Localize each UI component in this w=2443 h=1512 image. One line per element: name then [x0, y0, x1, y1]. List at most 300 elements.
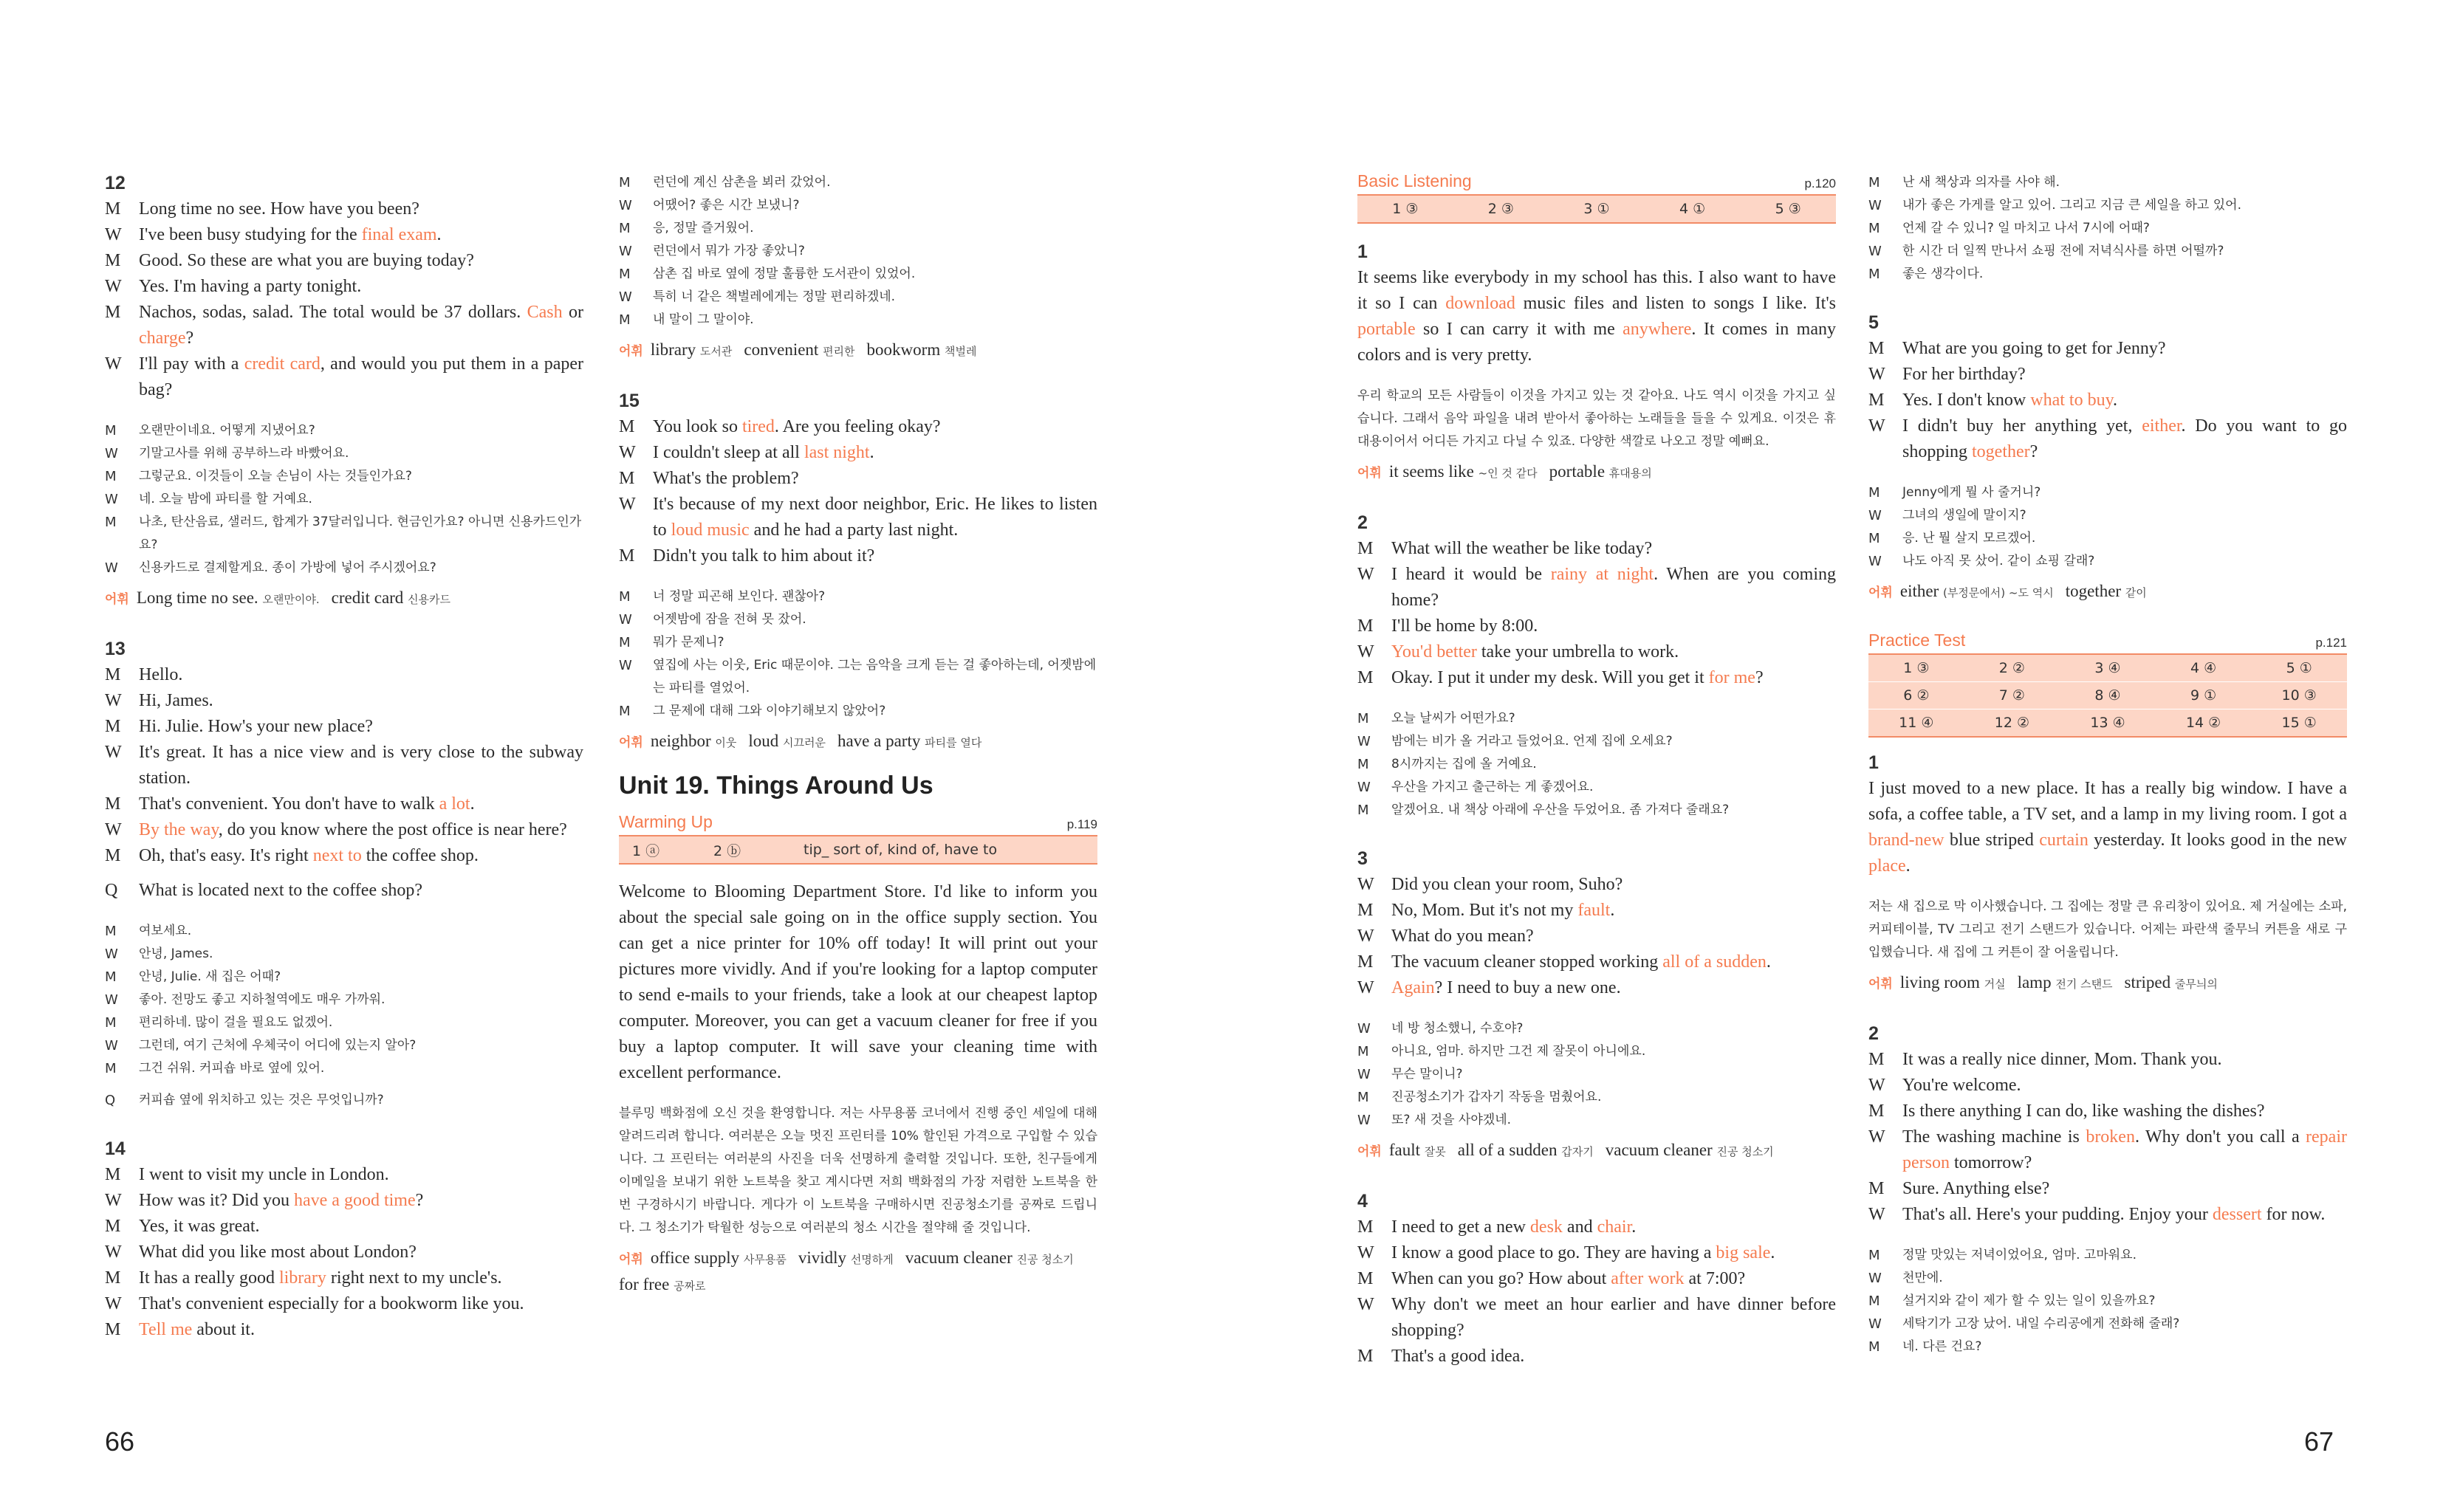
- speaker: Q: [105, 1093, 116, 1108]
- text-run: ?: [185, 329, 194, 348]
- passage-translation: 저는 새 집으로 막 이사했습니다. 그 집에는 정말 큰 유리창이 있어요. 제 거실에는 소파, 커피테이블, TV 그리고 전기 스탠드가 있습니다. 어제는 파란색 줄무늬 커튼을 새로 구입했습니다. 새 집에 그 커튼이 잘 어울립니다.: [1868, 899, 2347, 960]
- text-run: Is there anything I can do, like washing the dishes?: [1902, 1102, 2265, 1121]
- text-run: What's the problem?: [653, 469, 799, 488]
- speaker: W: [619, 443, 636, 462]
- spacer: [1357, 486, 1836, 511]
- spacer: [1868, 465, 2347, 481]
- vocab-term: vividly: [798, 1248, 847, 1267]
- vocab-meaning: 오랜만이야.: [262, 593, 320, 606]
- speaker: M: [1868, 1050, 1885, 1069]
- text-run: at 7:00?: [1684, 1269, 1746, 1288]
- text-run: and: [1562, 1217, 1597, 1237]
- utterance: [139, 248, 583, 274]
- text-run: so I can carry it with me: [1415, 320, 1623, 339]
- item-number: 1: [1868, 752, 1879, 773]
- text-run: That's convenient especially for a bookworm like you.: [139, 1294, 524, 1313]
- text-run: The vacuum cleaner stopped working: [1391, 952, 1663, 972]
- vocab-line: [105, 585, 583, 612]
- translation-line: [1868, 194, 2347, 217]
- utterance: [1391, 1214, 1836, 1240]
- vocab-meaning: 이웃: [715, 736, 737, 749]
- speaker: M: [1357, 539, 1374, 558]
- vocab-term: living room: [1899, 973, 1980, 992]
- text-run: .: [869, 443, 874, 462]
- spacer: [1868, 286, 2347, 311]
- spacer: [1868, 1228, 2347, 1244]
- speaker: W: [1357, 978, 1374, 997]
- translation-text: 너 정말 피곤해 보인다. 괜찮아?: [653, 589, 826, 604]
- dialogue-line: [1357, 536, 1836, 562]
- translation-line: [619, 240, 1097, 263]
- vocab-label: 어휘: [1357, 1144, 1382, 1159]
- utterance: [1391, 614, 1836, 639]
- text-run: You're welcome.: [1902, 1076, 2021, 1095]
- dialogue-line: [105, 300, 583, 351]
- translation-line: [1357, 799, 1836, 822]
- highlighted-phrase: library: [278, 1268, 326, 1288]
- translation-text: 아니요, 엄마. 하지만 그건 제 잘못이 아니에요.: [1391, 1044, 1646, 1059]
- answer-cell: 1 ③: [1392, 201, 1419, 217]
- text-run: blue striped: [1944, 831, 2040, 850]
- speaker: M: [619, 221, 631, 236]
- item-number: 12: [105, 173, 126, 193]
- utterance: [1902, 388, 2347, 413]
- text-run: .: [470, 794, 475, 814]
- translation-text: 런던에 계신 삼촌을 뵈러 갔었어.: [653, 175, 831, 190]
- translation-text: 또? 새 것을 사야겠네.: [1391, 1113, 1512, 1127]
- spacer: [1868, 605, 2347, 630]
- utterance: [139, 843, 583, 869]
- vocab-term: it seems like: [1388, 462, 1474, 481]
- translation-text: 어젯밤에 잠을 전혀 못 잤어.: [653, 612, 806, 627]
- text-run: Sure. Anything else?: [1902, 1179, 2050, 1198]
- spacer: [619, 364, 1097, 389]
- translation-line: [105, 465, 583, 488]
- highlighted-phrase: repair person: [1902, 1127, 2347, 1172]
- answer-row: [619, 836, 1097, 863]
- dialogue-lines: [1868, 1047, 2347, 1228]
- text-run: .: [1766, 952, 1771, 972]
- dialogue-line: [1357, 614, 1836, 639]
- utterance: [139, 1214, 583, 1240]
- dialogue-line: [1868, 413, 2347, 465]
- translation-text: 난 새 책상과 의자를 사야 해.: [1902, 175, 2060, 190]
- translation-text: 그건 쉬워. 커피숍 바로 옆에 있어.: [139, 1061, 325, 1076]
- highlighted-phrase: either: [2142, 416, 2182, 436]
- text-run: Nachos, sodas, salad. The total would be 37 dollars.: [139, 303, 527, 322]
- dialogue-line: [1357, 949, 1836, 975]
- answer-row: [1868, 709, 2347, 736]
- answer-cell: 9 ①: [2190, 687, 2217, 704]
- vocab-label: 어휘: [1357, 466, 1382, 481]
- speaker: M: [1868, 1339, 1880, 1355]
- speaker: W: [1357, 875, 1374, 894]
- translation-line: [105, 557, 583, 580]
- translation-text: 어땠어? 좋은 시간 보냈니?: [653, 198, 800, 213]
- dialogue-line: [1357, 1292, 1836, 1344]
- highlighted-phrase: after work: [1611, 1269, 1685, 1288]
- translation-text: 우산을 가지고 출근하는 게 좋겠어요.: [1391, 780, 1594, 794]
- dialogue-line: [105, 1162, 583, 1188]
- answer-cell: 3 ①: [1583, 201, 1610, 217]
- right-column-1: [1357, 171, 1836, 1370]
- speaker: M: [105, 924, 117, 939]
- answer-cell: 11 ④: [1899, 715, 1934, 731]
- speaker: M: [1868, 1102, 1885, 1121]
- translation-text: 언제 갈 수 있니? 일 마치고 나서 7시에 어때?: [1902, 221, 2150, 236]
- text-run: I didn't buy her anything yet,: [1902, 416, 2142, 436]
- speaker: W: [105, 1038, 118, 1054]
- translation-text: 옆집에 사는 이웃, Eric 때문이야. 그는 음악을 크게 듣는 걸 좋아하는데, 어젯밤에는 파티를 열었어.: [653, 658, 1097, 695]
- utterance: [1391, 536, 1836, 562]
- text-run: Long time no see. How have you been?: [139, 199, 419, 219]
- highlighted-phrase: brand-new: [1868, 831, 1945, 850]
- section-header: [1357, 171, 1836, 191]
- speaker: W: [105, 946, 118, 962]
- answer-cell: 2 ⓑ: [713, 842, 741, 859]
- text-run: , and would you put them in a paper bag?: [139, 354, 583, 399]
- speaker: M: [105, 423, 117, 439]
- spacer: [1357, 368, 1836, 385]
- vocab-term: loud: [748, 732, 779, 750]
- answer-cell: 2 ③: [1487, 201, 1514, 217]
- speaker: W: [105, 1191, 122, 1210]
- speaker: M: [1357, 1269, 1374, 1288]
- text-run: Hello.: [139, 665, 183, 684]
- speaker: W: [1868, 1127, 1885, 1147]
- translation-lines: [105, 419, 583, 580]
- speaker: M: [1868, 485, 1880, 501]
- utterance: [1902, 362, 2347, 388]
- speaker: M: [1357, 1347, 1374, 1366]
- speaker: M: [1868, 267, 1880, 282]
- answer-cell: 14 ②: [2185, 715, 2221, 731]
- speaker: W: [1357, 927, 1374, 946]
- vocab-line: [1868, 579, 2347, 605]
- translation-text: 특히 너 같은 책벌레에게는 정말 편리하겠네.: [653, 289, 896, 304]
- dialogue-line: [1357, 1344, 1836, 1370]
- speaker: M: [1357, 901, 1374, 920]
- translation-line: [619, 263, 1097, 286]
- speaker: Q: [105, 881, 118, 900]
- dialogue-line: [619, 492, 1097, 543]
- highlighted-phrase: tired: [741, 417, 775, 436]
- speaker: W: [619, 612, 632, 628]
- utterance: [1902, 336, 2347, 362]
- text-run: Hi, James.: [139, 691, 213, 710]
- utterance: [1391, 975, 1836, 1001]
- vocab-line: [1868, 970, 2347, 997]
- translation-text: 안녕, James.: [139, 946, 213, 961]
- utterance: [653, 492, 1097, 543]
- text-run: Yes, it was great.: [139, 1217, 260, 1236]
- translation-text: 그런데, 여기 근처에 우체국이 어디에 있는지 알아?: [139, 1038, 417, 1053]
- vocab-term: all of a sudden: [1457, 1141, 1558, 1159]
- answer-cell: 8 ④: [2094, 687, 2121, 704]
- speaker: W: [105, 743, 122, 762]
- translation-lines: [1868, 171, 2347, 286]
- utterance: [1391, 1292, 1836, 1344]
- dialogue-line: [1357, 1240, 1836, 1266]
- spacer: [619, 1086, 1097, 1102]
- dialogue-line: [105, 714, 583, 740]
- speaker: M: [619, 635, 631, 650]
- speaker: M: [1868, 1293, 1880, 1309]
- vocab-term: fault: [1388, 1141, 1421, 1159]
- text-run: ?: [1755, 668, 1764, 687]
- highlighted-phrase: broken: [2086, 1127, 2135, 1147]
- text-run: I went to visit my uncle in London.: [139, 1165, 389, 1184]
- translation-text: 세탁기가 고장 났어. 내일 수리공에게 전화해 줄래?: [1902, 1316, 2180, 1331]
- text-run: What will the weather be like today?: [1391, 539, 1653, 558]
- vocab-term: neighbor: [650, 732, 711, 750]
- translation-line: [105, 1011, 583, 1034]
- vocab-term: have a party: [837, 732, 921, 750]
- translation-line: [1868, 263, 2347, 286]
- speaker: M: [105, 717, 121, 736]
- utterance: [1391, 1344, 1836, 1370]
- dialogue-line: [1868, 1124, 2347, 1176]
- translation-lines: [105, 920, 583, 1080]
- text-run: It was a really nice dinner, Mom. Thank you.: [1902, 1050, 2222, 1069]
- answer-cell: 15 ①: [2281, 715, 2317, 731]
- translation-text: 신용카드로 결제할게요. 종이 가방에 넣어 주시겠어요?: [139, 560, 436, 575]
- text-run: take your umbrella to work.: [1476, 642, 1679, 662]
- speaker: W: [1868, 1271, 1882, 1286]
- translation-text: 네 방 청소했니, 수호야?: [1391, 1021, 1524, 1036]
- vocab-term: library: [650, 340, 696, 359]
- answer-cell: 3 ④: [2094, 660, 2121, 676]
- answer-row: [1357, 196, 1836, 222]
- text-run: It's great. It has a nice view and is very close to the subway station.: [139, 743, 583, 788]
- dialogue-line: [105, 351, 583, 403]
- text-run: I've been busy studying for the: [139, 225, 362, 244]
- dialogue-line: [105, 196, 583, 222]
- dialogue-line: [105, 274, 583, 300]
- utterance: [1902, 1202, 2347, 1228]
- spacer: [1357, 822, 1836, 847]
- speaker: M: [1357, 952, 1374, 972]
- translation-line: [105, 511, 583, 557]
- text-run: . It comes in many colors and is very pretty.: [1357, 320, 1837, 365]
- speaker: M: [105, 665, 121, 684]
- speaker: W: [1868, 1076, 1885, 1095]
- highlighted-phrase: Tell me: [139, 1320, 193, 1339]
- answer-cell: 4 ④: [2190, 660, 2217, 676]
- answer-key: [1868, 653, 2347, 738]
- text-run: Good. So these are what you are buying today?: [139, 251, 474, 270]
- speaker: W: [105, 225, 122, 244]
- dialogue-line: [105, 817, 583, 843]
- vocab-term: portable: [1549, 462, 1606, 481]
- highlighted-phrase: By the way: [139, 820, 219, 839]
- text-run: I just moved to a new place. It has a really big window. I have a sofa, a coffee table, a TV set, and a lamp in my living room. I got a: [1868, 779, 2347, 824]
- speaker: W: [619, 495, 636, 514]
- spacer: [105, 612, 583, 637]
- translation-text: 런던에서 뭐가 가장 좋았니?: [653, 244, 805, 258]
- answer-cell: 5 ①: [2286, 660, 2312, 676]
- unit-title: Unit 19. Things Around Us: [619, 772, 933, 800]
- text-run: I'll be home by 8:00.: [1391, 616, 1538, 636]
- speaker: W: [105, 820, 122, 839]
- vocab-meaning: (부정문에서) ~도 역시: [1942, 586, 2054, 599]
- speaker: W: [619, 198, 632, 213]
- vocab-meaning: 공짜로: [674, 1279, 706, 1293]
- speaker: W: [1357, 734, 1371, 749]
- text-run: and he had a party last night.: [749, 520, 959, 540]
- speaker: W: [105, 492, 118, 507]
- vocab-term: vacuum cleaner: [1605, 1141, 1713, 1159]
- speaker: M: [105, 199, 121, 219]
- text-run: I heard it would be: [1391, 565, 1551, 584]
- translation-line: [1868, 1290, 2347, 1313]
- dialogue-line: [105, 1188, 583, 1214]
- answer-cell: 2 ②: [1998, 660, 2025, 676]
- vocab-label: 어휘: [1868, 977, 1893, 992]
- speaker: M: [1357, 1044, 1369, 1059]
- speaker: M: [105, 1217, 121, 1236]
- answer-key: [1357, 194, 1836, 224]
- text-run: Okay. I put it under my desk. Will you get it: [1391, 668, 1709, 687]
- speaker: M: [1357, 616, 1374, 636]
- speaker: M: [1868, 1248, 1880, 1263]
- highlighted-phrase: portable: [1357, 320, 1416, 339]
- translation-lines: [1357, 707, 1836, 822]
- utterance: [1902, 413, 2347, 465]
- text-run: .: [1631, 1217, 1637, 1237]
- speaker: M: [619, 589, 631, 605]
- speaker: M: [619, 417, 635, 436]
- passage: [1868, 776, 2347, 879]
- speaker: W: [105, 277, 122, 296]
- dialogue-line: [1868, 1047, 2347, 1073]
- vocab-meaning: 시끄러운: [783, 736, 826, 749]
- speaker: W: [105, 354, 122, 374]
- question-translation: [105, 1089, 583, 1112]
- utterance: [139, 791, 583, 817]
- translation-text: 여보세요.: [139, 924, 192, 938]
- item-number: 1: [1357, 241, 1368, 262]
- translation-line: [105, 488, 583, 511]
- dialogue-line: [1868, 1073, 2347, 1099]
- speaker: M: [105, 1320, 121, 1339]
- utterance: [139, 662, 583, 688]
- highlighted-phrase: for me: [1708, 668, 1755, 687]
- speaker: M: [1868, 391, 1885, 410]
- highlighted-phrase: together: [1972, 442, 2030, 461]
- text-run: .: [1610, 901, 1615, 920]
- highlighted-phrase: loud music: [671, 520, 750, 540]
- speaker: W: [1357, 1113, 1371, 1128]
- text-run: . When are you coming home?: [1391, 565, 1837, 610]
- speaker: W: [1357, 642, 1374, 662]
- text-run: I'll pay with a: [139, 354, 244, 374]
- speaker: M: [1868, 339, 1885, 358]
- speaker: W: [1357, 780, 1371, 795]
- vocab-meaning: 갑자기: [1561, 1145, 1594, 1158]
- translation-text: 안녕, Julie. 새 집은 어때?: [139, 969, 281, 984]
- answer-cell: 7 ②: [1998, 687, 2025, 704]
- translation-line: [619, 286, 1097, 309]
- passage: [1357, 265, 1836, 368]
- answer-cell: 12 ②: [1994, 715, 2030, 731]
- text-run: .: [1770, 1243, 1775, 1262]
- vocab-term: office supply: [650, 1248, 740, 1267]
- dialogue-lines: [105, 662, 583, 869]
- translation-line: [1357, 730, 1836, 753]
- dialogue-line: [105, 1240, 583, 1265]
- text-run: ?: [2029, 442, 2038, 461]
- dialogue-line: [105, 1214, 583, 1240]
- text-run: about it.: [192, 1320, 255, 1339]
- speaker: M: [105, 469, 117, 484]
- speaker: M: [1357, 711, 1369, 726]
- item-number: 14: [105, 1138, 126, 1159]
- spacer: [1868, 997, 2347, 1022]
- spacer: [1357, 1001, 1836, 1017]
- speaker: M: [1357, 803, 1369, 818]
- highlighted-phrase: next to: [312, 846, 362, 865]
- text-run: For her birthday?: [1902, 365, 2026, 384]
- translation-text: 오늘 날씨가 어떤가요?: [1391, 711, 1515, 726]
- speaker: W: [105, 1294, 122, 1313]
- speaker: W: [1868, 416, 1885, 436]
- translation-line: [619, 194, 1097, 217]
- text-run: music files and listen to songs I like. It's: [1515, 294, 1836, 313]
- translation-text: 삼촌 집 바로 옆에 정말 훌륭한 도서관이 있었어.: [653, 267, 916, 281]
- speaker: W: [1357, 1021, 1371, 1037]
- translation-line: [1868, 1267, 2347, 1290]
- page-number-left: 66: [105, 1426, 135, 1457]
- highlighted-phrase: anywhere: [1623, 320, 1692, 339]
- dialogue-line: [1868, 1099, 2347, 1124]
- vocab-term: for free: [619, 1275, 670, 1293]
- text-run: for now.: [2261, 1205, 2326, 1224]
- translation-line: [1868, 217, 2347, 240]
- translation-text: 나초, 탄산음료, 샐러드, 합계가 37달러입니다. 현금인가요? 아니면 신용카드인가요?: [139, 515, 582, 552]
- translation-text: 진공청소기가 갑자기 작동을 멈췄어요.: [1391, 1090, 1602, 1104]
- left-column-2: [619, 171, 1097, 1299]
- speaker: M: [105, 1015, 117, 1031]
- translation-text: 그 문제에 대해 그와 이야기해보지 않았어?: [653, 704, 886, 718]
- translation-line: [1357, 1086, 1836, 1109]
- translation-text: 좋은 생각이다.: [1902, 267, 1984, 281]
- vocab-meaning: 선명하게: [850, 1253, 894, 1266]
- highlighted-phrase: a lot: [439, 794, 470, 814]
- dialogue-line: [105, 688, 583, 714]
- translation-text: 정말 맛있는 저녁이었어요, 엄마. 고마워요.: [1902, 1248, 2137, 1262]
- translation-line: [1868, 527, 2347, 550]
- text-run: I couldn't sleep at all: [653, 443, 804, 462]
- speaker: W: [619, 658, 632, 673]
- question-line: [105, 878, 583, 904]
- translation-line: [1357, 1040, 1836, 1063]
- utterance: [139, 817, 583, 843]
- highlighted-phrase: fault: [1577, 901, 1611, 920]
- text-run: Hi. Julie. How's your new place?: [139, 717, 373, 736]
- question-translation-text: 커피숍 옆에 위치하고 있는 것은 무엇입니까?: [139, 1093, 384, 1107]
- speaker: M: [619, 267, 631, 282]
- translation-line: [1357, 1063, 1836, 1086]
- utterance: [1391, 562, 1836, 614]
- speaker: W: [105, 691, 122, 710]
- utterance: [139, 688, 583, 714]
- translation-line: [619, 217, 1097, 240]
- highlighted-phrase: have a good time: [293, 1191, 416, 1210]
- vocab-meaning: 잘못: [1424, 1145, 1446, 1158]
- dialogue-line: [1357, 1214, 1836, 1240]
- dialogue-line: [1868, 336, 2347, 362]
